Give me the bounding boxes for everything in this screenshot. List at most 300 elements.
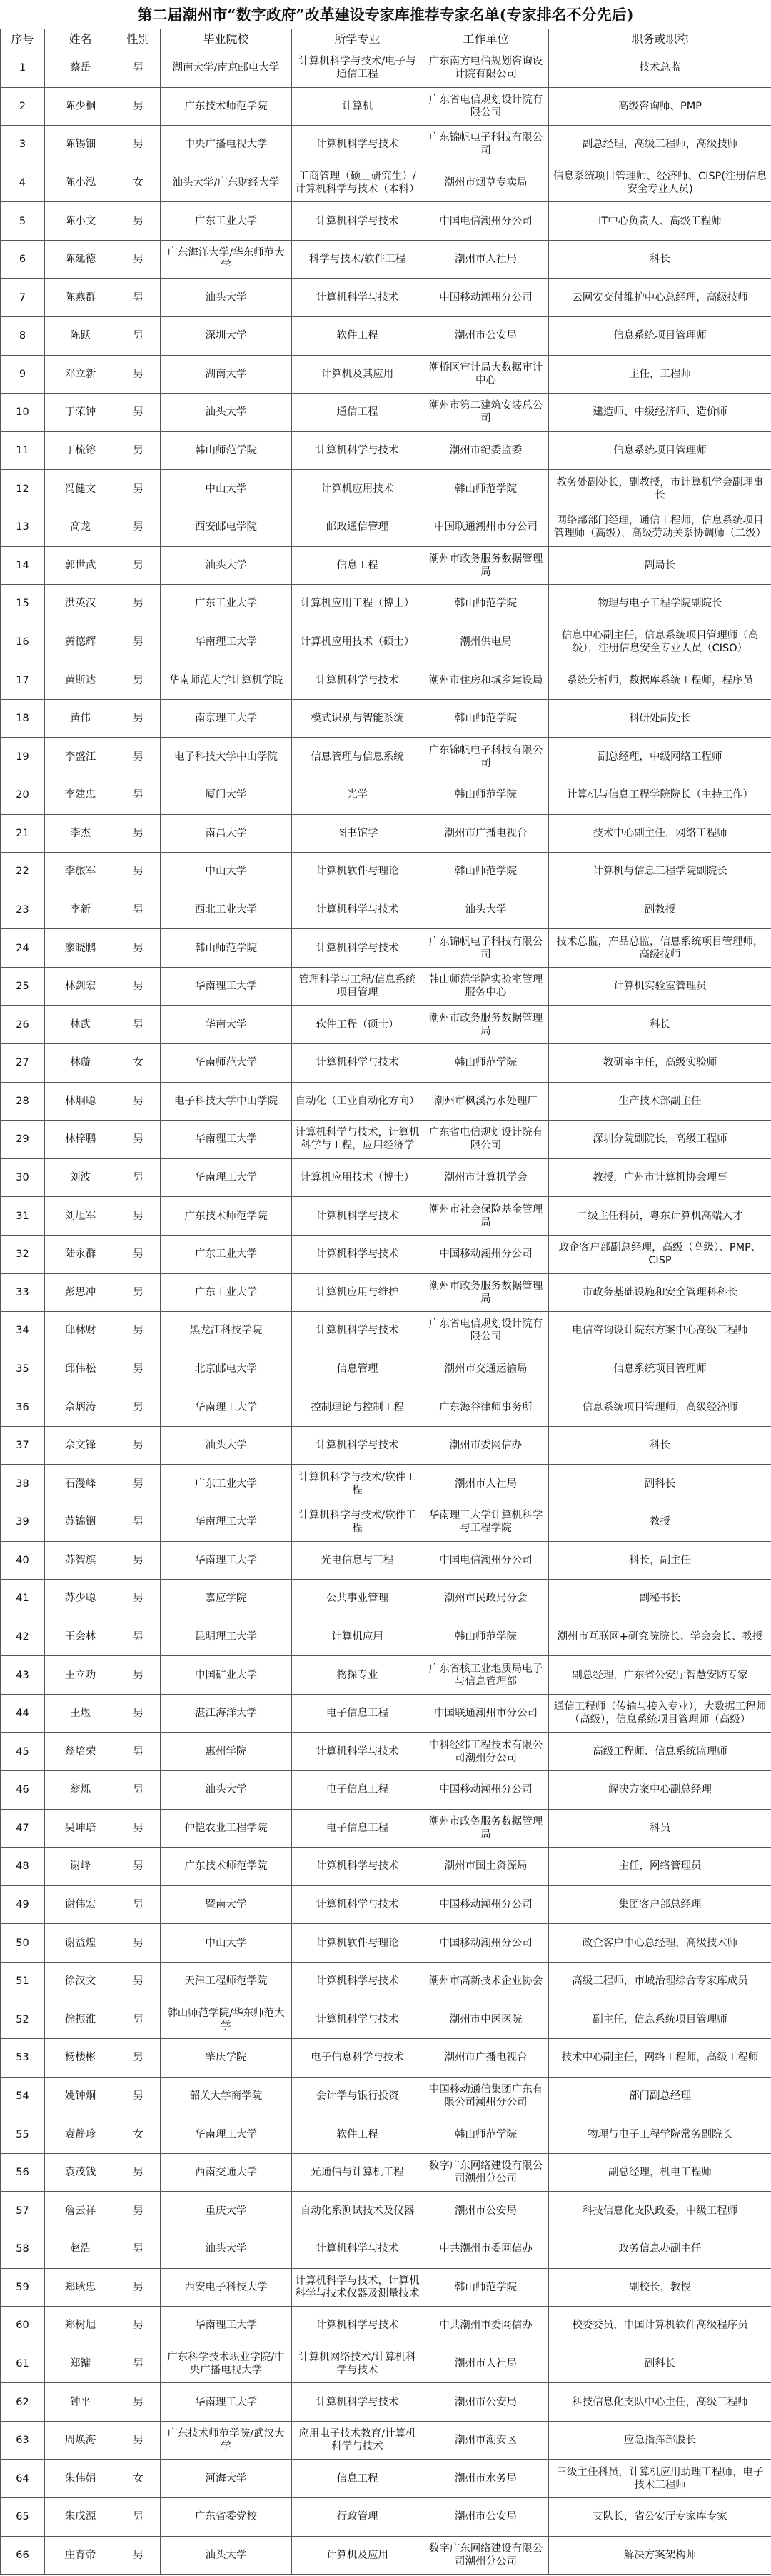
cell-index: 44: [1, 1694, 45, 1733]
cell-employer: 广东省电信规划设计院有限公司: [423, 1312, 549, 1350]
cell-position: 信息系统项目管理师、经济师、CISP(注册信息安全专业人员): [549, 164, 771, 202]
cell-gender: 男: [116, 1618, 161, 1656]
cell-gender: 男: [116, 431, 161, 470]
cell-employer: 中国移动潮州分公司: [423, 279, 549, 317]
cell-position: 物理与电子工程学院副院长: [549, 585, 771, 623]
cell-position: 副局长: [549, 546, 771, 585]
table-row: [1, 49, 771, 88]
cell-name: 刘波: [45, 1158, 116, 1197]
cell-employer: 潮州市高新技术企业协会: [423, 1962, 549, 2000]
cell-name: 冯健文: [45, 470, 116, 508]
table-row: [1, 2268, 771, 2307]
cell-name: 苏锦铟: [45, 1503, 116, 1541]
cell-school: 广东工业大学: [161, 585, 292, 623]
cell-position: 科长: [549, 1426, 771, 1465]
cell-major: 计算机科学与技术: [292, 126, 423, 164]
cell-gender: 男: [116, 470, 161, 508]
cell-employer: 韩山师范学院: [423, 776, 549, 814]
cell-index: 64: [1, 2460, 45, 2498]
cell-employer: 广东锦帆电子科技有限公司: [423, 126, 549, 164]
cell-index: 52: [1, 2000, 45, 2039]
cell-name: 钟平: [45, 2383, 116, 2422]
cell-gender: 男: [116, 508, 161, 546]
cell-name: 石漫峰: [45, 1465, 116, 1503]
cell-position: 计算机与信息工程学院院长（主持工作）: [549, 776, 771, 814]
cell-name: 蔡岳: [45, 49, 116, 88]
cell-index: 61: [1, 2345, 45, 2383]
cell-gender: 女: [116, 2115, 161, 2154]
cell-school: 河海大学: [161, 2460, 292, 2498]
table-row: [1, 1426, 771, 1465]
cell-employer: 韩山师范学院: [423, 470, 549, 508]
cell-major: 计算机科学与技术: [292, 1426, 423, 1465]
cell-index: 33: [1, 1273, 45, 1312]
cell-employer: 华南理工大学计算机科学与工程学院: [423, 1503, 549, 1541]
cell-gender: 男: [116, 2230, 161, 2268]
cell-major: 计算机应用工程（博士）: [292, 585, 423, 623]
cell-school: 西北工业大学: [161, 891, 292, 929]
cell-school: 广东技术师范学院: [161, 1197, 292, 1236]
cell-employer: 中国联通潮州市分公司: [423, 508, 549, 546]
cell-major: 计算机科学与技术: [292, 1733, 423, 1771]
cell-major: 计算机及应用: [292, 2536, 423, 2575]
cell-position: 政企客户部副总经理，高级（高级）、PMP、CISP: [549, 1235, 771, 1273]
cell-index: 43: [1, 1656, 45, 1695]
cell-name: 袁茂钱: [45, 2153, 116, 2192]
cell-position: 云网安交付维护中心总经理，高级技师: [549, 279, 771, 317]
cell-name: 陈少桐: [45, 87, 116, 126]
cell-major: 电子信息工程: [292, 1771, 423, 1810]
cell-major: 软件工程: [292, 2115, 423, 2154]
cell-name: 佘炳涛: [45, 1388, 116, 1427]
cell-index: 59: [1, 2268, 45, 2307]
table-row: [1, 2460, 771, 2498]
cell-index: 21: [1, 814, 45, 853]
cell-major: 计算机科学与技术: [292, 891, 423, 929]
cell-school: 华南理工大学: [161, 967, 292, 1006]
cell-school: 广东工业大学: [161, 1273, 292, 1312]
cell-employer: 韩山师范学院: [423, 853, 549, 891]
cell-school: 西南交通大学: [161, 2153, 292, 2192]
cell-index: 10: [1, 394, 45, 432]
cell-position: 通信工程师（传输与接入专业），大数据工程师（高级），信息系统项目管理师（高级）: [549, 1694, 771, 1733]
cell-index: 14: [1, 546, 45, 585]
table-row: [1, 1848, 771, 1886]
table-row: [1, 470, 771, 508]
cell-school: 汕头大学: [161, 2230, 292, 2268]
cell-major: 计算机科学与技术: [292, 661, 423, 700]
cell-major: 计算机科学与技术: [292, 1885, 423, 1924]
cell-index: 34: [1, 1312, 45, 1350]
cell-school: 汕头大学/广东财经大学: [161, 164, 292, 202]
cell-gender: 男: [116, 546, 161, 585]
cell-employer: 潮州供电局: [423, 623, 549, 661]
cell-position: 副教授: [549, 891, 771, 929]
cell-major: 邮政通信管理: [292, 508, 423, 546]
cell-school: 华南理工大学: [161, 2115, 292, 2154]
cell-school: 华南理工大学: [161, 1158, 292, 1197]
cell-school: 广东工业大学: [161, 1235, 292, 1273]
cell-school: 韩山师范学院/华东师范大学: [161, 2000, 292, 2039]
cell-major: 计算机科学与技术: [292, 1235, 423, 1273]
cell-school: 汕头大学: [161, 2536, 292, 2575]
cell-gender: 男: [116, 1312, 161, 1350]
table-row: [1, 2077, 771, 2115]
table-row: [1, 2039, 771, 2078]
cell-gender: 男: [116, 1158, 161, 1197]
cell-name: 李新: [45, 891, 116, 929]
cell-employer: 潮州市广播电视台: [423, 814, 549, 853]
cell-major: 电子信息工程: [292, 1694, 423, 1733]
cell-gender: 男: [116, 49, 161, 88]
cell-index: 24: [1, 929, 45, 968]
cell-name: 林武: [45, 1006, 116, 1044]
cell-employer: 潮州市水务局: [423, 2460, 549, 2498]
cell-position: 市政务基础设施和安全管理科科长: [549, 1273, 771, 1312]
cell-name: 詹云祥: [45, 2192, 116, 2230]
cell-employer: 潮州市公安局: [423, 2192, 549, 2230]
table-row: [1, 2230, 771, 2268]
cell-index: 48: [1, 1848, 45, 1886]
cell-gender: 男: [116, 2307, 161, 2345]
cell-name: 郑镛: [45, 2345, 116, 2383]
cell-index: 55: [1, 2115, 45, 2154]
cell-major: 计算机应用技术（硕士）: [292, 623, 423, 661]
cell-gender: 男: [116, 87, 161, 126]
cell-name: 李建忠: [45, 776, 116, 814]
cell-gender: 男: [116, 929, 161, 968]
cell-major: 软件工程: [292, 317, 423, 356]
table-row: [1, 1809, 771, 1848]
cell-index: 66: [1, 2536, 45, 2575]
cell-gender: 男: [116, 1656, 161, 1695]
cell-major: 信息管理: [292, 1350, 423, 1388]
cell-name: 刘旭军: [45, 1197, 116, 1236]
cell-employer: 中国移动潮州分公司: [423, 1235, 549, 1273]
cell-name: 朱伟娟: [45, 2460, 116, 2498]
column-header-position: 职务或职称: [549, 29, 771, 49]
cell-index: 20: [1, 776, 45, 814]
cell-school: 南京理工大学: [161, 699, 292, 738]
table-row: [1, 87, 771, 126]
cell-major: 光通信与计算机工程: [292, 2153, 423, 2192]
cell-index: 40: [1, 1541, 45, 1580]
cell-major: 计算机软件与理论: [292, 1924, 423, 1963]
cell-school: 厦门大学: [161, 776, 292, 814]
cell-employer: 广东锦帆电子科技有限公司: [423, 738, 549, 776]
cell-school: 深圳大学: [161, 317, 292, 356]
cell-employer: 潮州市政务服务数据管理局: [423, 1809, 549, 1848]
cell-name: 翁培荣: [45, 1733, 116, 1771]
cell-employer: 潮州市委网信办: [423, 1426, 549, 1465]
cell-employer: 潮州市广播电视台: [423, 2039, 549, 2078]
cell-position: 科技信息化支队政委，中级工程师: [549, 2192, 771, 2230]
cell-position: 解决方案中心副总经理: [549, 1771, 771, 1810]
cell-major: 通信工程: [292, 394, 423, 432]
cell-position: 教务处副处长，副教授，市计算机学会副理事长: [549, 470, 771, 508]
cell-school: 中山大学: [161, 1924, 292, 1963]
cell-employer: 潮州市国土资源局: [423, 1848, 549, 1886]
cell-employer: 韩山师范学院: [423, 2268, 549, 2307]
table-row: [1, 1121, 771, 1159]
cell-name: 赵浩: [45, 2230, 116, 2268]
cell-school: 中山大学: [161, 470, 292, 508]
cell-major: 计算机: [292, 87, 423, 126]
table-row: [1, 546, 771, 585]
cell-gender: 男: [116, 1006, 161, 1044]
cell-index: 63: [1, 2421, 45, 2460]
cell-gender: 男: [116, 1962, 161, 2000]
table-row: [1, 661, 771, 700]
cell-gender: 男: [116, 776, 161, 814]
table-row: [1, 279, 771, 317]
table-row: [1, 738, 771, 776]
table-row: [1, 2345, 771, 2383]
cell-index: 57: [1, 2192, 45, 2230]
cell-position: 支队长，省公安厅专家库专家: [549, 2498, 771, 2537]
cell-employer: 中国移动通信集团广东有限公司潮州分公司: [423, 2077, 549, 2115]
cell-employer: 潮州市人社局: [423, 1465, 549, 1503]
cell-position: 科员: [549, 1809, 771, 1848]
cell-school: 昆明理工大学: [161, 1618, 292, 1656]
cell-position: 科长: [549, 1006, 771, 1044]
cell-school: 肇庆学院: [161, 2039, 292, 2078]
cell-index: 38: [1, 1465, 45, 1503]
cell-name: 邓立新: [45, 355, 116, 394]
cell-name: 佘文锋: [45, 1426, 116, 1465]
cell-name: 杨楼彬: [45, 2039, 116, 2078]
cell-name: 郑耿忠: [45, 2268, 116, 2307]
cell-index: 28: [1, 1082, 45, 1121]
cell-employer: 潮州市人社局: [423, 2345, 549, 2383]
cell-position: 二级主任科员，粤东计算机高端人才: [549, 1197, 771, 1236]
cell-gender: 女: [116, 2460, 161, 2498]
cell-gender: 男: [116, 1580, 161, 1618]
cell-position: 解决方案架构师: [549, 2536, 771, 2575]
table-row: [1, 394, 771, 432]
cell-school: 湛江海洋大学: [161, 1694, 292, 1733]
cell-gender: 男: [116, 1388, 161, 1427]
table-row: [1, 699, 771, 738]
cell-index: 56: [1, 2153, 45, 2192]
cell-employer: 潮州市枫溪污水处理厂: [423, 1082, 549, 1121]
cell-index: 23: [1, 891, 45, 929]
cell-gender: 女: [116, 1044, 161, 1083]
cell-employer: 广东海谷律师事务所: [423, 1388, 549, 1427]
table-row: [1, 2498, 771, 2537]
cell-position: 高级工程师、信息系统监理师: [549, 1733, 771, 1771]
cell-position: 三级主任科员，计算机应用助理工程师，电子技术工程师: [549, 2460, 771, 2498]
cell-gender: 男: [116, 1885, 161, 1924]
cell-employer: 中共潮州市委网信办: [423, 2307, 549, 2345]
cell-position: 潮州市互联网+研究院院长、学会会长、教授: [549, 1618, 771, 1656]
table-row: [1, 1197, 771, 1236]
cell-employer: 中国电信潮州分公司: [423, 1541, 549, 1580]
cell-index: 60: [1, 2307, 45, 2345]
expert-table: [0, 29, 771, 2575]
cell-gender: 女: [116, 164, 161, 202]
cell-gender: 男: [116, 2498, 161, 2537]
cell-gender: 男: [116, 2536, 161, 2575]
cell-index: 62: [1, 2383, 45, 2422]
cell-gender: 男: [116, 585, 161, 623]
cell-gender: 男: [116, 2192, 161, 2230]
cell-major: 计算机科学与技术，计算机科学与技术仪器及测量技术: [292, 2268, 423, 2307]
cell-school: 华南理工大学: [161, 623, 292, 661]
cell-school: 北京邮电大学: [161, 1350, 292, 1388]
cell-employer: 潮州市政务服务数据管理局: [423, 1273, 549, 1312]
cell-employer: 广东省电信规划设计院有限公司: [423, 87, 549, 126]
cell-employer: 潮州市烟草专卖局: [423, 164, 549, 202]
column-header-index: 序号: [1, 29, 45, 49]
cell-employer: 韩山师范学院: [423, 585, 549, 623]
cell-index: 53: [1, 2039, 45, 2078]
table-row: [1, 1350, 771, 1388]
cell-school: 西安电子科技大学: [161, 2268, 292, 2307]
cell-major: 计算机软件与理论: [292, 853, 423, 891]
cell-name: 徐振淮: [45, 2000, 116, 2039]
table-row: [1, 623, 771, 661]
cell-index: 39: [1, 1503, 45, 1541]
cell-school: 韩山师范学院: [161, 431, 292, 470]
cell-name: 庄育帝: [45, 2536, 116, 2575]
cell-position: 副科长: [549, 2345, 771, 2383]
cell-school: 华南师范大学计算机学院: [161, 661, 292, 700]
cell-position: 高级咨询师、PMP: [549, 87, 771, 126]
cell-gender: 男: [116, 891, 161, 929]
cell-name: 李盛江: [45, 738, 116, 776]
cell-position: 科技信息化支队中心主任，高级工程师: [549, 2383, 771, 2422]
table-row: [1, 1312, 771, 1350]
table-row: [1, 967, 771, 1006]
cell-name: 林梓鹏: [45, 1121, 116, 1159]
cell-gender: 男: [116, 2268, 161, 2307]
cell-employer: 中国移动潮州分公司: [423, 1771, 549, 1810]
cell-employer: 广东省电信规划设计院有限公司: [423, 1121, 549, 1159]
cell-employer: 中科经纬工程技术有限公司潮州分公司: [423, 1733, 549, 1771]
table-row: [1, 2115, 771, 2154]
table-row: [1, 2307, 771, 2345]
table-row: [1, 585, 771, 623]
cell-school: 汕头大学: [161, 546, 292, 585]
cell-employer: 潮州市政务服务数据管理局: [423, 1006, 549, 1044]
cell-index: 45: [1, 1733, 45, 1771]
cell-index: 36: [1, 1388, 45, 1427]
cell-name: 郑树旭: [45, 2307, 116, 2345]
cell-position: 高级工程师，市城治理综合专家库成员: [549, 1962, 771, 2000]
cell-name: 高龙: [45, 508, 116, 546]
cell-employer: 潮州市潮安区: [423, 2421, 549, 2460]
cell-position: 教研室主任，高级实验师: [549, 1044, 771, 1083]
cell-position: 副校长，教授: [549, 2268, 771, 2307]
cell-school: 暨南大学: [161, 1885, 292, 1924]
cell-name: 苏智旗: [45, 1541, 116, 1580]
cell-major: 信息工程: [292, 546, 423, 585]
cell-gender: 男: [116, 661, 161, 700]
cell-position: 信息系统项目管理师，高级经济师: [549, 1388, 771, 1427]
cell-gender: 男: [116, 2383, 161, 2422]
cell-name: 陈小泓: [45, 164, 116, 202]
cell-employer: 韩山师范学院: [423, 1044, 549, 1083]
cell-name: 徐汉文: [45, 1962, 116, 2000]
cell-name: 林炯聪: [45, 1082, 116, 1121]
cell-index: 32: [1, 1235, 45, 1273]
cell-major: 计算机科学与技术: [292, 1312, 423, 1350]
table-row: [1, 2536, 771, 2575]
cell-gender: 男: [116, 1465, 161, 1503]
cell-major: 科学与技术/软件工程: [292, 240, 423, 279]
cell-major: 计算机科学与技术/软件工程: [292, 1503, 423, 1541]
cell-major: 应用电子技术教育/计算机科学与技术: [292, 2421, 423, 2460]
table-row: [1, 1924, 771, 1963]
cell-name: 洪英汉: [45, 585, 116, 623]
cell-index: 12: [1, 470, 45, 508]
cell-school: 华南理工大学: [161, 1503, 292, 1541]
cell-gender: 男: [116, 2039, 161, 2078]
cell-major: 计算机科学与技术: [292, 1848, 423, 1886]
cell-gender: 男: [116, 126, 161, 164]
table-body: [1, 49, 771, 2575]
table-row: [1, 2383, 771, 2422]
cell-school: 广东技术师范学院: [161, 87, 292, 126]
cell-employer: 广东省核工业地质局电子与信息管理部: [423, 1656, 549, 1695]
cell-gender: 男: [116, 1273, 161, 1312]
cell-major: 计算机科学与技术/电子与通信工程: [292, 49, 423, 88]
cell-school: 黑龙江科技学院: [161, 1312, 292, 1350]
cell-gender: 男: [116, 738, 161, 776]
table-row: [1, 1580, 771, 1618]
cell-index: 4: [1, 164, 45, 202]
cell-name: 王煜: [45, 1694, 116, 1733]
cell-position: 技术中心副主任，网络工程师: [549, 814, 771, 853]
cell-employer: 广东南方电信规划咨询设计院有限公司: [423, 49, 549, 88]
cell-major: 电子信息工程: [292, 1809, 423, 1848]
cell-position: 计算机实验室管理员: [549, 967, 771, 1006]
cell-employer: 汕头大学: [423, 891, 549, 929]
cell-index: 58: [1, 2230, 45, 2268]
cell-major: 计算机及其应用: [292, 355, 423, 394]
cell-gender: 男: [116, 1503, 161, 1541]
cell-index: 35: [1, 1350, 45, 1388]
cell-major: 信息管理与信息系统: [292, 738, 423, 776]
cell-position: 副总经理，机电工程师: [549, 2153, 771, 2192]
cell-name: 陈燕群: [45, 279, 116, 317]
cell-position: 政企客户中心总经理，高级技术师: [549, 1924, 771, 1963]
cell-major: 计算机科学与技术: [292, 202, 423, 241]
cell-index: 31: [1, 1197, 45, 1236]
table-row: [1, 1885, 771, 1924]
cell-employer: 潮州市纪委监委: [423, 431, 549, 470]
table-row: [1, 1158, 771, 1197]
cell-name: 陈跃: [45, 317, 116, 356]
cell-position: 信息系统项目管理师: [549, 1350, 771, 1388]
cell-major: 自动化（工业自动化方向）: [292, 1082, 423, 1121]
cell-employer: 广东锦帆电子科技有限公司: [423, 929, 549, 968]
table-row: [1, 1465, 771, 1503]
cell-school: 广东技术师范学院/武汉大学: [161, 2421, 292, 2460]
cell-major: 自动化系测试技术及仪器: [292, 2192, 423, 2230]
cell-gender: 男: [116, 355, 161, 394]
cell-employer: 韩山师范学院: [423, 2115, 549, 2154]
cell-index: 1: [1, 49, 45, 88]
table-row: [1, 1044, 771, 1083]
column-header-employer: 工作单位: [423, 29, 549, 49]
table-row: [1, 317, 771, 356]
cell-name: 李旅军: [45, 853, 116, 891]
cell-school: 韩山师范学院: [161, 929, 292, 968]
cell-school: 电子科技大学中山学院: [161, 1082, 292, 1121]
cell-name: 彭思冲: [45, 1273, 116, 1312]
